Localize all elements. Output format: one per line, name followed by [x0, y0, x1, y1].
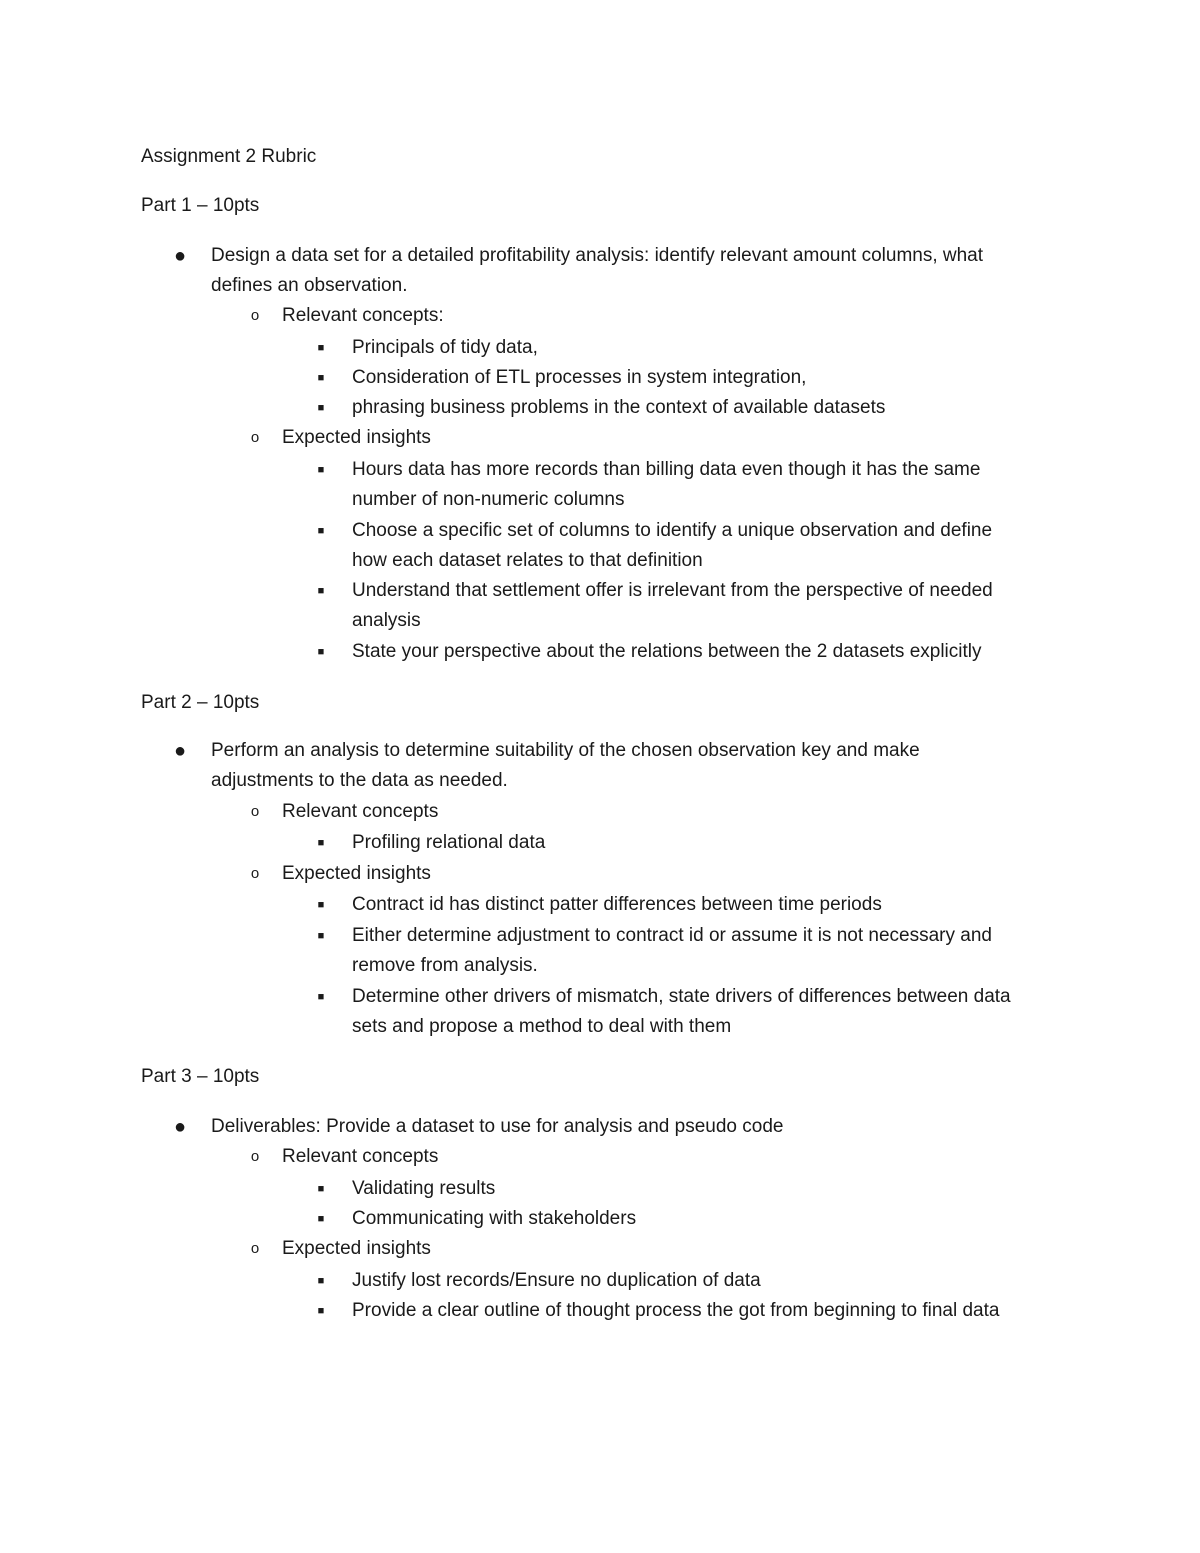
document-title: Assignment 2 Rubric	[141, 146, 317, 167]
insights-label: Expected insights	[282, 427, 431, 448]
insight-item: Choose a specific set of columns to identify a unique observation and define	[352, 520, 993, 541]
part-item-line: defines an observation.	[211, 275, 408, 296]
insight-item: Provide a clear outline of thought process the got from beginning to final data	[352, 1300, 1000, 1321]
bullet-square-icon: ■	[317, 991, 325, 1003]
concept-item: Profiling relational data	[352, 832, 546, 853]
bullet-circle-icon: o	[250, 307, 260, 324]
part-item-line: adjustments to the data as needed.	[211, 770, 508, 791]
insight-item: State your perspective about the relations between the 2 datasets explicitly	[352, 641, 982, 662]
part-item-line: Design a data set for a detailed profitability analysis: identify relevant amount columns, what	[211, 245, 984, 266]
insight-item: Contract id has distinct patter differences between time periods	[352, 894, 882, 915]
insight-item: Understand that settlement offer is irrelevant from the perspective of needed	[352, 580, 993, 601]
bullet-square-icon: ■	[317, 930, 325, 942]
insights-label: Expected insights	[282, 863, 431, 884]
concept-item: phrasing business problems in the context of available datasets	[352, 397, 886, 418]
bullet-square-icon: ■	[317, 646, 325, 658]
bullet-circle-icon: o	[250, 1240, 260, 1257]
part-item-line: Perform an analysis to determine suitability of the chosen observation key and make	[211, 740, 920, 761]
concept-item: Validating results	[352, 1178, 496, 1199]
concept-item: Communicating with stakeholders	[352, 1208, 637, 1229]
insight-item-cont: analysis	[352, 610, 421, 631]
bullet-square-icon: ■	[317, 899, 325, 911]
bullet-circle-icon: o	[250, 865, 260, 882]
bullet-square-icon: ■	[317, 464, 325, 476]
bullet-square-icon: ■	[317, 1305, 325, 1317]
bullet-square-icon: ■	[317, 585, 325, 597]
insight-item: Either determine adjustment to contract id or assume it is not necessary and	[352, 925, 992, 946]
concepts-label: Relevant concepts	[282, 801, 439, 822]
bullet-circle-icon: o	[250, 429, 260, 446]
insight-item-cont: sets and propose a method to deal with them	[352, 1016, 732, 1037]
bullet-square-icon: ■	[317, 372, 325, 384]
insight-item-cont: how each dataset relates to that definition	[352, 550, 703, 571]
bullet-square-icon: ■	[317, 402, 325, 414]
insights-label: Expected insights	[282, 1238, 431, 1259]
concepts-label: Relevant concepts	[282, 1146, 439, 1167]
part-heading: Part 3 – 10pts	[141, 1066, 260, 1087]
insight-item: Justify lost records/Ensure no duplication of data	[352, 1270, 761, 1291]
bullet-square-icon: ■	[317, 1213, 325, 1225]
concept-item: Consideration of ETL processes in system integration,	[352, 367, 807, 388]
bullet-square-icon: ■	[317, 1275, 325, 1287]
part-heading: Part 2 – 10pts	[141, 692, 260, 713]
part-item-line: Deliverables: Provide a dataset to use for analysis and pseudo code	[211, 1116, 784, 1137]
bullet-disc-icon: ●	[173, 245, 187, 267]
concept-item: Principals of tidy data,	[352, 337, 538, 358]
bullet-square-icon: ■	[317, 525, 325, 537]
bullet-disc-icon: ●	[173, 740, 187, 762]
bullet-square-icon: ■	[317, 1183, 325, 1195]
bullet-disc-icon: ●	[173, 1116, 187, 1138]
bullet-circle-icon: o	[250, 803, 260, 820]
insight-item-cont: number of non-numeric columns	[352, 489, 625, 510]
insight-item-cont: remove from analysis.	[352, 955, 538, 976]
bullet-square-icon: ■	[317, 837, 325, 849]
part-heading: Part 1 – 10pts	[141, 195, 260, 216]
bullet-circle-icon: o	[250, 1148, 260, 1165]
bullet-square-icon: ■	[317, 342, 325, 354]
insight-item: Determine other drivers of mismatch, state drivers of differences between data	[352, 986, 1011, 1007]
concepts-label: Relevant concepts:	[282, 305, 444, 326]
insight-item: Hours data has more records than billing data even though it has the same	[352, 459, 981, 480]
